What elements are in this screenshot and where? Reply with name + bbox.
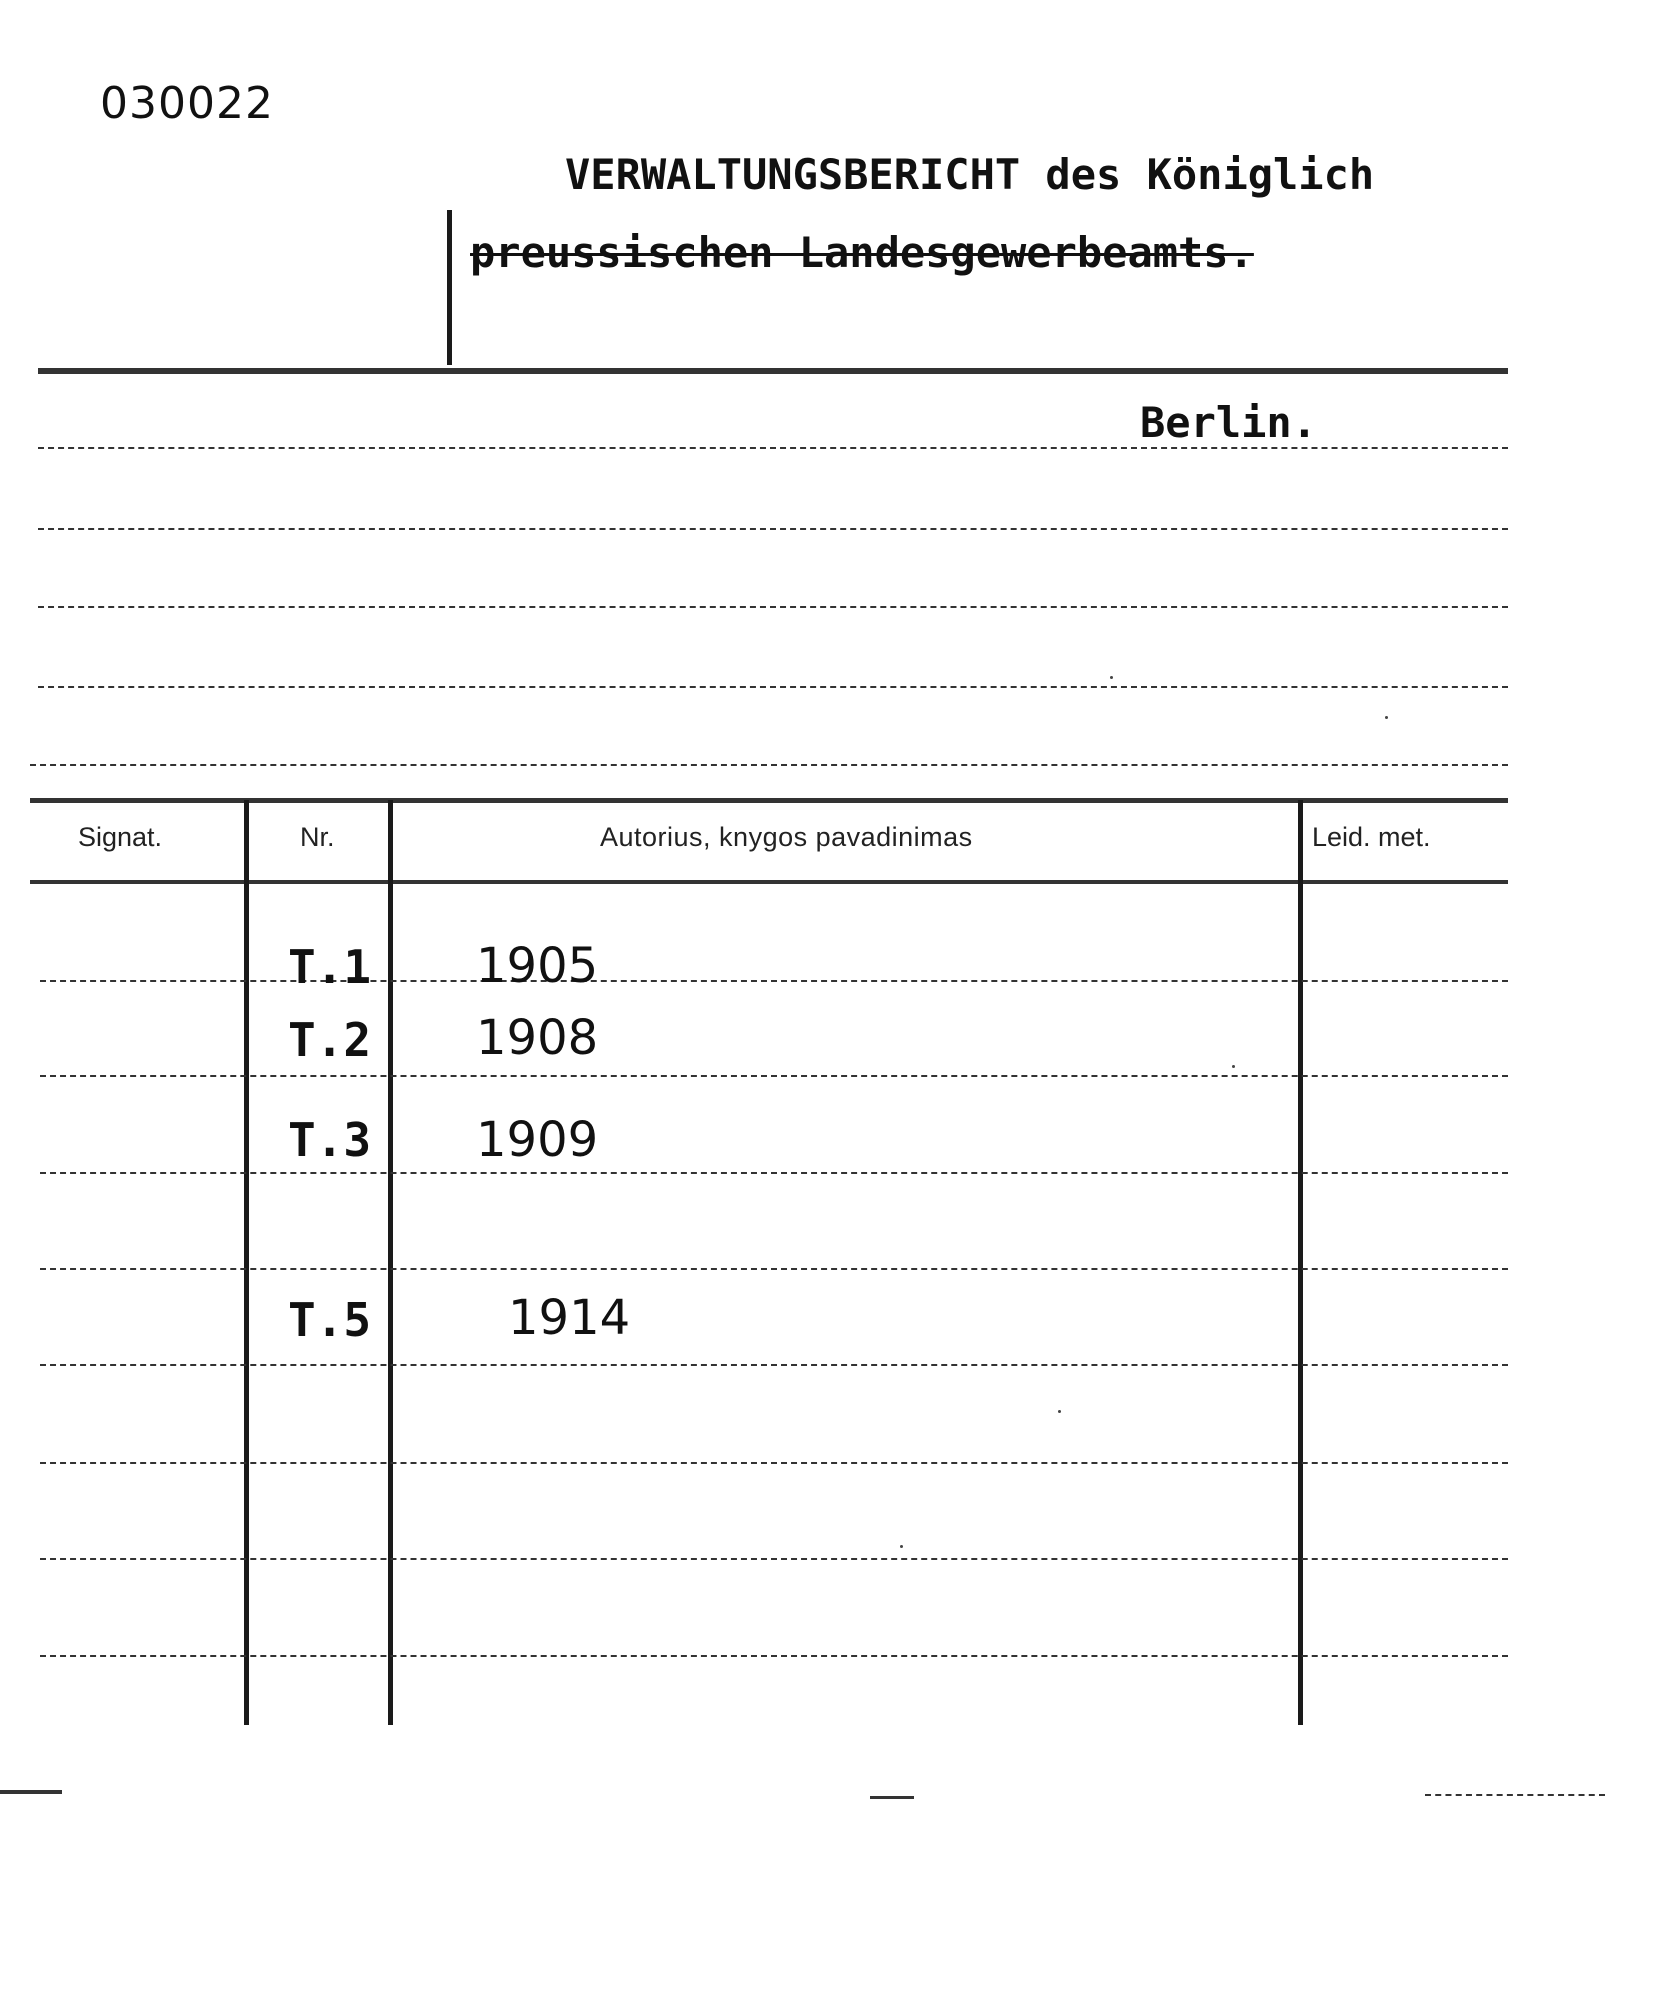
row-rule [40, 1268, 1508, 1270]
scan-speck [1110, 676, 1113, 679]
scan-speck [900, 1545, 903, 1548]
row-number: T.2 [288, 1013, 372, 1067]
header-published: Leid. met. [1312, 822, 1431, 852]
row-rule [40, 1655, 1508, 1657]
row-year: 1908 [476, 1010, 599, 1066]
row-rule [40, 980, 1508, 982]
row-rule [40, 1075, 1508, 1077]
row-year: 1914 [508, 1290, 631, 1346]
column-rule-signature [244, 800, 249, 1725]
title-bottom-rule [38, 368, 1508, 374]
header-signature: Signat. [78, 822, 163, 852]
row-year: 1909 [476, 1112, 599, 1168]
column-rule-published [1298, 800, 1303, 1725]
scan-mark [0, 1790, 62, 1794]
place-text: Berlin. [1140, 398, 1318, 447]
scan-speck [1232, 1065, 1235, 1068]
scan-mark [1425, 1794, 1605, 1796]
ruled-line [38, 606, 1508, 608]
ruled-line [30, 764, 1508, 766]
row-number: T.3 [288, 1113, 372, 1167]
row-rule [40, 1558, 1508, 1560]
title-line-2: preussischen Landesgewerbeamts. [470, 228, 1254, 277]
row-rule [40, 1172, 1508, 1174]
ruled-line [38, 528, 1508, 530]
table-header-rule [30, 880, 1508, 884]
ruled-line [38, 686, 1508, 688]
row-rule [40, 1462, 1508, 1464]
row-number: T.1 [288, 940, 372, 994]
ruled-line [38, 447, 1508, 449]
table-top-rule [30, 798, 1508, 803]
header-number: Nr. [300, 822, 335, 852]
column-rule-number [388, 800, 393, 1725]
card-number: 030022 [100, 78, 274, 129]
header-author-title: Autorius, knygos pavadinimas [600, 822, 973, 852]
title-margin-rule [447, 210, 452, 365]
scan-speck [1385, 716, 1388, 719]
title-line-1: VERWALTUNGSBERICHT des Königlich [565, 150, 1375, 199]
row-rule [40, 1364, 1508, 1366]
scan-mark [870, 1796, 914, 1799]
row-year: 1905 [476, 938, 599, 994]
row-number: T.5 [288, 1293, 372, 1347]
scan-speck [1058, 1410, 1061, 1413]
